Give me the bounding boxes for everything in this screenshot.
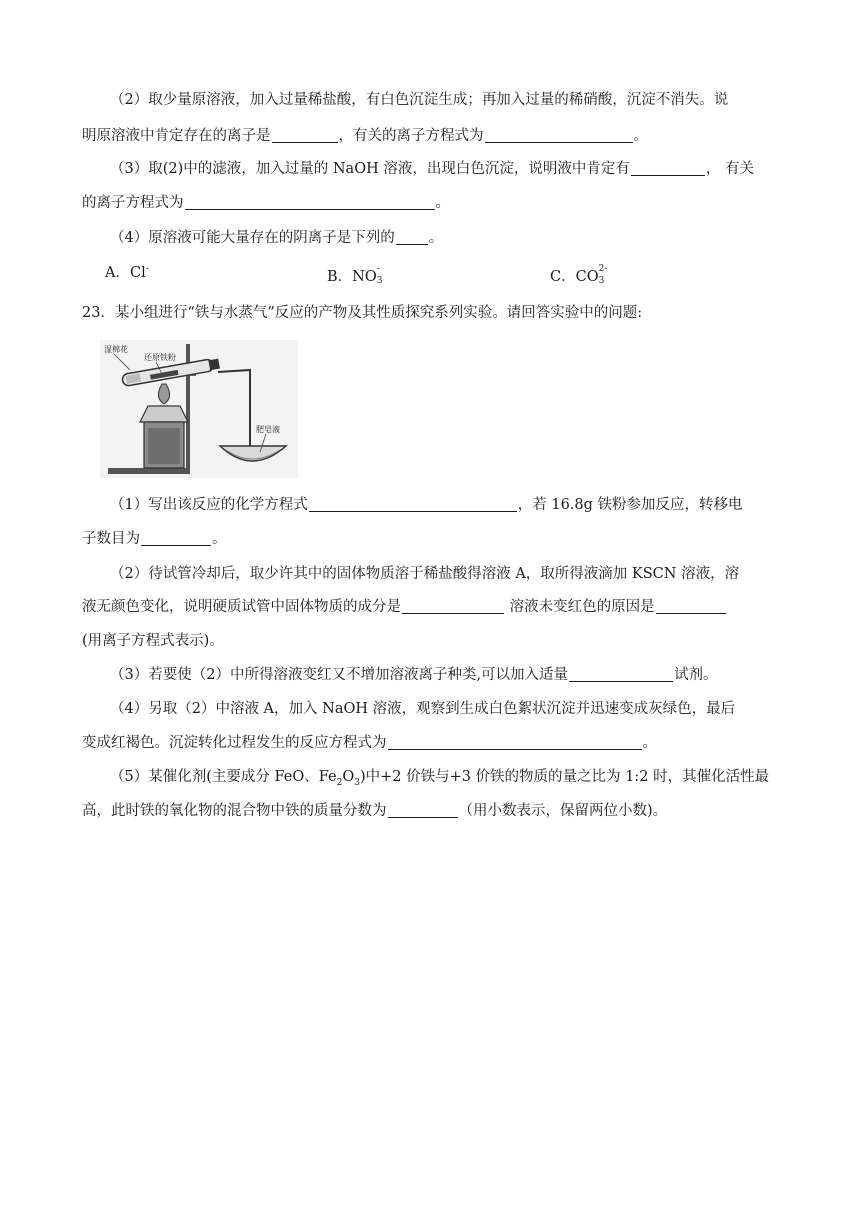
q22-part4-line <box>110 228 810 248</box>
option-b-label: B．NO <box>327 269 377 285</box>
label-wet-cotton: 湿棉花 <box>104 345 128 354</box>
q22-part4-text-1: （4）原溶液可能大量存在的阴离子是下列的 <box>110 230 395 246</box>
q23-part5-line2 <box>82 801 782 821</box>
apparatus-diagram <box>100 340 298 478</box>
q23-precipitate-equation-blank[interactable] <box>388 734 642 750</box>
q22-part2-text-b2: ，有关的离子方程式为 <box>338 128 484 144</box>
q22-part3-text-b2: 。 <box>435 195 450 211</box>
q23-part2-line1 <box>110 564 810 584</box>
q22-part3-line2 <box>82 193 782 213</box>
q23-electron-count-blank[interactable] <box>141 530 211 546</box>
label-soap-solution: 肥皂液 <box>256 425 280 434</box>
q23-part2-text-b2: 溶液未变红色的原因是 <box>505 599 655 615</box>
flame <box>158 384 169 404</box>
option-c-charge: 2- <box>598 264 608 274</box>
q22-part2-text-b1: 明原溶液中肯定存在的离子是 <box>82 128 271 144</box>
q23-part5-text-a3: )中+2 价铁与+3 价铁的物质的量之比为 1:2 时，其催化活性最 <box>359 769 770 785</box>
q23-reagent-blank[interactable] <box>569 666 673 682</box>
option-c-label: C．CO <box>550 269 599 285</box>
q23-part2-text-a: （2）待试管冷却后，取少许其中的固体物质溶于稀盐酸得溶液 A，取所得液滴加 KSCN 溶液，溶 <box>110 566 740 582</box>
q23-part5-sub1: 2 <box>336 777 343 788</box>
q23-part2-text-c: (用离子方程式表示)。 <box>82 633 224 649</box>
q22-part3-text-a1: （3）取(2)中的滤液，加入过量的 NaOH 溶液，出现白色沉淀，说明液中肯定有 <box>110 161 630 177</box>
apparatus-figure <box>100 340 298 478</box>
q22-ions-answer-blank[interactable] <box>272 127 338 143</box>
option-c-subscript: 3 <box>598 276 605 286</box>
stand-base <box>108 468 190 474</box>
q23-part1-text-b2: 。 <box>212 531 227 547</box>
option-b-charge: - <box>376 264 380 274</box>
q23-part1-line2 <box>82 529 782 549</box>
lamp-top <box>140 406 188 422</box>
q23-part1-line1 <box>110 495 810 515</box>
q23-chemical-equation-blank[interactable] <box>309 496 517 512</box>
q23-part5-text-b1: 高，此时铁的氧化物的混合物中铁的质量分数为 <box>82 803 387 819</box>
q22-part3-text-b1: 的离子方程式为 <box>82 195 184 211</box>
q23-part2-line3 <box>82 631 782 651</box>
q22-part3-equation-blank[interactable] <box>185 194 435 210</box>
option-a-label: A．Cl <box>105 265 146 281</box>
q22-part3-text-a2: ， 有关 <box>705 161 754 177</box>
q22-part2-line2 <box>82 126 782 146</box>
q23-part1-text-b1: 子数目为 <box>82 531 140 547</box>
q23-part3-text-2: 试剂。 <box>674 667 718 683</box>
q23-part4-text-b2: 。 <box>642 735 657 751</box>
q23-part1-text-a2: ，若 16.8g 铁粉参加反应，转移电 <box>517 497 743 513</box>
q23-part4-text-b1: 变成红褐色。沉淀转化过程发生的反应方程式为 <box>82 735 387 751</box>
option-c[interactable] <box>550 263 613 287</box>
q23-part5-sub2: 3 <box>354 777 360 788</box>
q22-part2-text-b3: 。 <box>633 128 648 144</box>
q23-intro-text: 23．某小组进行“铁与水蒸气”反应的产物及其性质探究系列实验。请回答实验中的问题: <box>82 305 643 321</box>
option-a[interactable] <box>105 263 149 283</box>
q22-part2-text-a: （2）取少量原溶液，加入过量稀盐酸，有白色沉淀生成；再加入过量的稀硝酸，沉淀不消失。说 <box>110 92 729 108</box>
q23-part3-line <box>110 665 810 685</box>
q23-part5-line1 <box>110 767 810 787</box>
q23-solid-composition-blank[interactable] <box>402 598 504 614</box>
q22-part2-line1 <box>110 90 810 110</box>
q23-part5-text-b2: （用小数表示，保留两位小数)。 <box>458 803 668 819</box>
q23-mass-fraction-blank[interactable] <box>388 802 458 818</box>
q22-part4-choice-blank[interactable] <box>396 229 428 245</box>
q23-part5-text-a2: O <box>342 769 355 785</box>
q22-part4-text-2: 。 <box>428 230 444 246</box>
q23-part5-text-a1: （5）某催化剂(主要成分 FeO、Fe <box>110 769 337 785</box>
q23-part2-line2 <box>82 597 782 617</box>
q22-ionic-equation-blank[interactable] <box>485 127 633 143</box>
q23-part3-text-1: （3）若要使（2）中所得溶液变红又不增加溶液离子种类,可以加入适量 <box>110 667 569 683</box>
q22-part3-line1 <box>110 159 810 179</box>
q23-part4-line1 <box>110 699 810 719</box>
lamp-shading <box>148 428 180 464</box>
option-b[interactable] <box>327 263 385 287</box>
q23-intro <box>82 303 782 323</box>
q23-part4-line2 <box>82 733 782 753</box>
option-b-subscript: 3 <box>376 276 383 286</box>
q23-reason-blank[interactable] <box>656 598 726 614</box>
label-iron-powder: 还原铁粉 <box>144 353 176 362</box>
q23-part1-text-a1: （1）写出该反应的化学方程式 <box>110 497 308 513</box>
option-a-charge: - <box>145 264 149 275</box>
q23-part4-text-a: （4）另取（2）中溶液 A，加入 NaOH 溶液，观察到生成白色絮状沉淀并迅速变成灰绿色，最后 <box>110 701 736 717</box>
q23-part2-text-b1: 液无颜色变化，说明硬质试管中固体物质的成分是 <box>82 599 401 615</box>
q22-part3-ion-blank[interactable] <box>631 160 705 176</box>
